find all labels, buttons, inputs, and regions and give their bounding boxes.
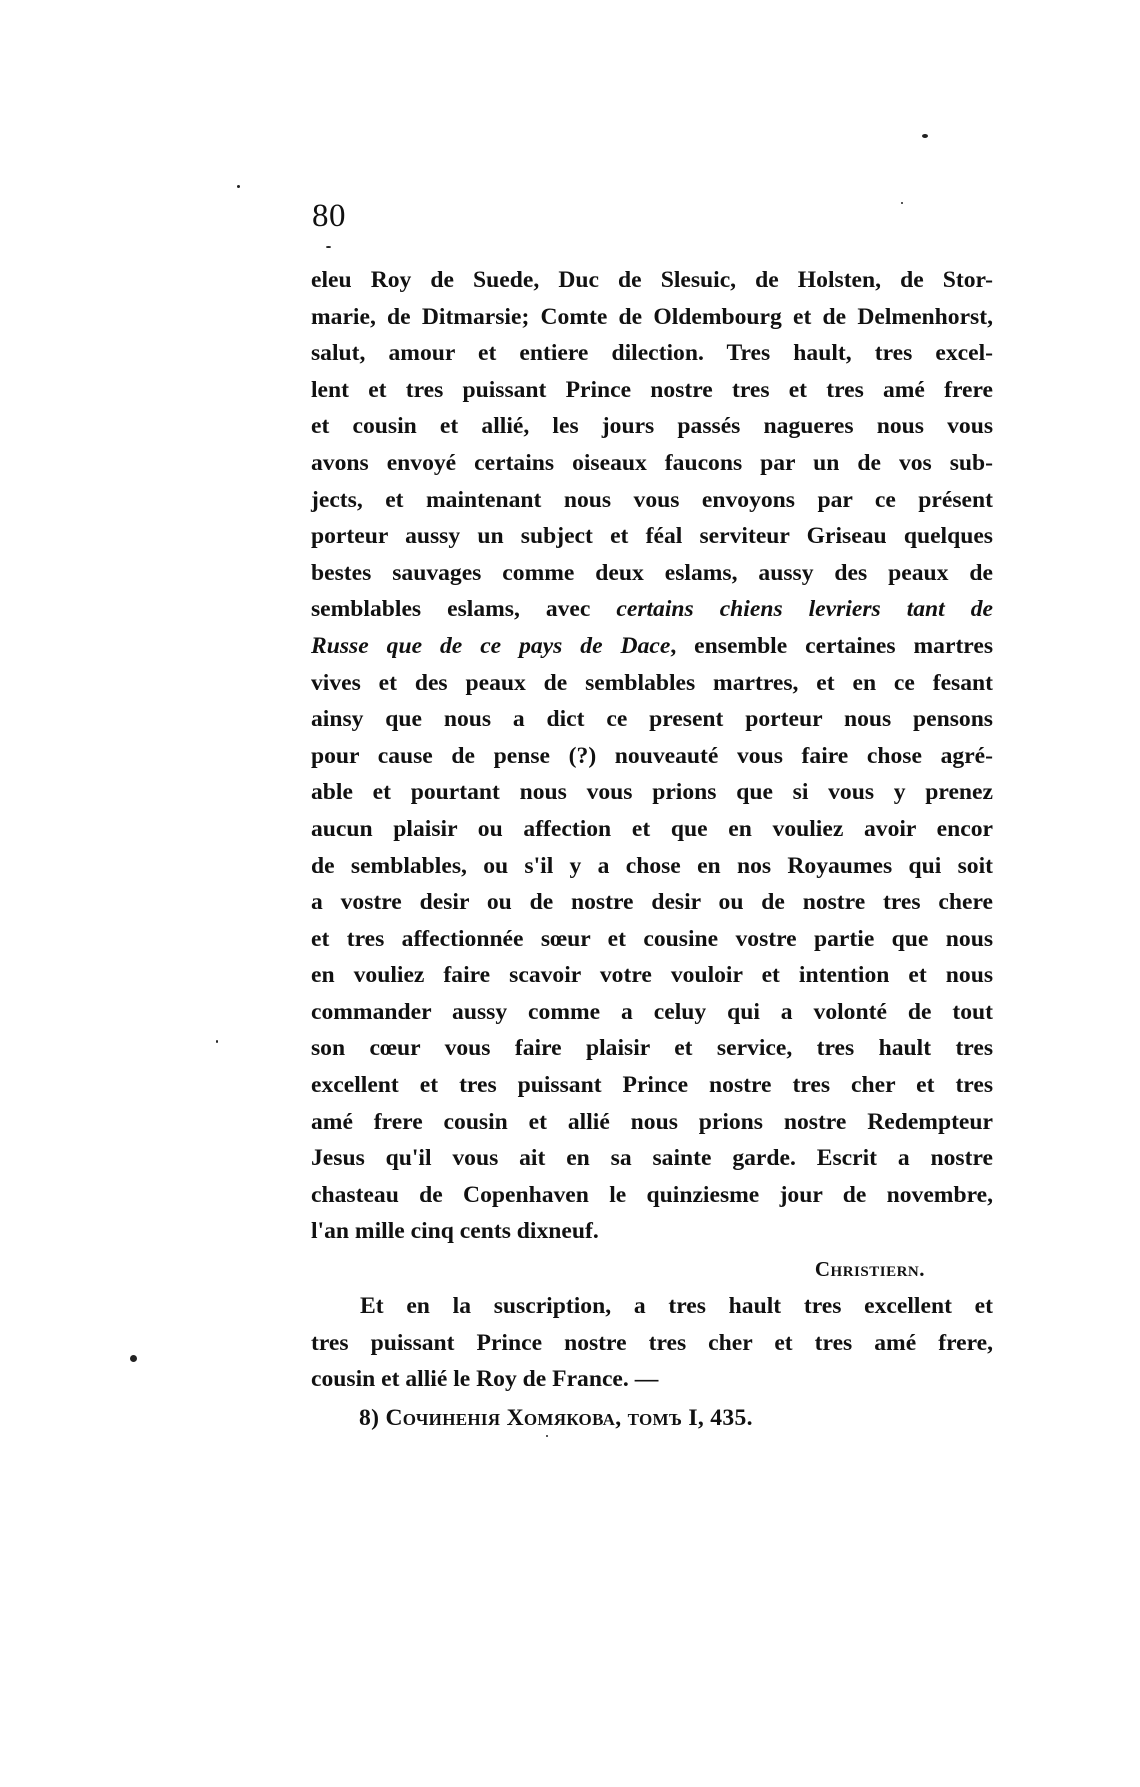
text-line: amé frere cousin et allié nous prions nostre Redempteur (311, 1108, 993, 1135)
text-line-with-italic (311, 628, 993, 665)
text-line: commander aussy comme a celuy qui a volonté de tout (311, 998, 993, 1025)
text-line: aucun plaisir ou affection et que en vouliez avoir encor (311, 815, 993, 842)
text-line: ainsy que nous a dict ce present porteur nous pensons (311, 706, 993, 733)
text-line: en vouliez faire scavoir votre vouloir et intention et nous (311, 962, 993, 989)
suscription-line: tres puissant Prince nostre tres cher et tres amé frere, (311, 1329, 993, 1356)
scan-speck (546, 1435, 548, 1437)
text-segment: semblables eslams, avec (311, 596, 617, 623)
scan-speck (326, 246, 331, 248)
text-line: chasteau de Copenhaven le quinziesme jour de novembre, (311, 1181, 993, 1208)
text-line: a vostre desir ou de nostre desir ou de nostre tres chere (311, 889, 993, 916)
letter-text (311, 262, 993, 1438)
text-line: porteur aussy un subject et féal serviteur Griseau quelques (311, 523, 993, 550)
text-line: pour cause de pense (?) nouveauté vous faire chose agré- (311, 742, 993, 769)
scan-speck (130, 1355, 137, 1362)
footnote: 8) Сочиненія Хомякова, томъ I, 435. (359, 1404, 753, 1431)
text-segment: , ensemble certaines martres (670, 632, 993, 659)
scan-speck (922, 134, 928, 138)
text-line-last: l'an mille cinq cents dixneuf. (311, 1218, 599, 1245)
scan-speck (901, 202, 903, 204)
suscription-line: Et en la suscription, a tres hault tres excellent et (360, 1293, 993, 1320)
page-number: 80 (312, 198, 346, 234)
text-line: vives et des peaux de semblables martres, et en ce fesant (311, 669, 993, 696)
text-line: marie, de Ditmarsie; Comte de Oldembourg et de Delmenhorst, (311, 303, 993, 330)
text-line: eleu Roy de Suede, Duc de Slesuic, de Holsten, de Stor- (311, 267, 993, 293)
text-line: excellent et tres puissant Prince nostre tres cher et tres (311, 1072, 993, 1099)
text-line: salut, amour et entiere dilection. Tres hault, tres excel- (311, 340, 993, 367)
text-line: et tres affectionnée sœur et cousine vostre partie que nous (311, 925, 993, 952)
text-line-with-italic (311, 591, 993, 628)
italic-segment: certains chiens levriers tant de (616, 596, 993, 623)
text-line: de semblables, ou s'il y a chose en nos Royaumes qui soit (311, 852, 993, 879)
text-line: et cousin et allié, les jours passés nagueres nous vous (311, 413, 993, 440)
text-line: lent et tres puissant Prince nostre tres et tres amé frere (311, 376, 993, 403)
text-line: son cœur vous faire plaisir et service, tres hault tres (311, 1035, 993, 1062)
text-line: Jesus qu'il vous ait en sa sainte garde. Escrit a nostre (311, 1145, 993, 1172)
italic-segment: Russe que de ce pays de Dace (311, 632, 671, 659)
text-line: bestes sauvages comme deux eslams, aussy des peaux de (311, 559, 993, 586)
scan-speck (216, 1040, 218, 1043)
text-line: avons envoyé certains oiseaux faucons par un de vos sub- (311, 449, 993, 476)
text-line: able et pourtant nous vous prions que si vous y prenez (311, 779, 993, 806)
signature: Christiern. (814, 1257, 925, 1282)
suscription-line-last: cousin et allié le Roy de France. — (311, 1366, 659, 1393)
text-line: jects, et maintenant nous vous envoyons par ce présent (311, 486, 993, 513)
scan-speck (237, 185, 240, 188)
